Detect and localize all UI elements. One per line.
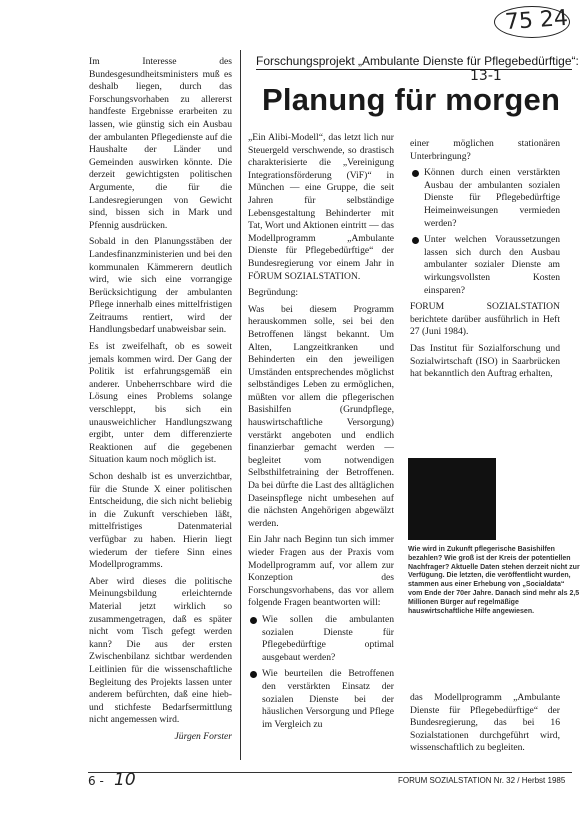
paragraph: Aber wird dieses die politische Meinungsbildung erleichternde Material jetzt wirklich so zusammengetragen, daß es später nicht vom Tisch gefegt werden kann? Die aus der ersten Zwischenbilanz sichtbar werdenden Leitlinien für die wissenschaftliche Begleitung des Projekts lassen unter anderem befürchten, daß eine hieb- und stichfeste Bedarfsermittlung nicht angemessen wird. (89, 575, 232, 726)
handwritten-title-mark: 13-1 (470, 68, 502, 84)
paragraph: Was bei diesem Programm herauskommen solle, sei bei den Betroffenen längst bekannt. Um Alten, Langzeitkranken und Behinderten ein den jeweiligen Umständen entsprechendes möglichst selbständiges Leben zu ermöglichen, müßten vor allem die pflegerischen Basishilfen (Grundpflege, hauswirtschaftliche Versorgung) verstärkt angeboten und endlich finanzierbar gemacht werden — begleitet vom notwendigen Selbsthilfetraining der Betroffenen. Da bei dürfte die Last des alltäglichen Daseinspflege nicht umbesehen auf die nächsten Angehörigen abgewälzt werden. (248, 303, 394, 529)
handwritten-page-number: 10 (114, 770, 136, 790)
column-1 (89, 56, 232, 747)
column-2 (248, 132, 394, 735)
photo-caption: Wie wird in Zukunft pflegerische Basishilfen bezahlen? Wie groß ist der Kreis der potentiellen Nachfrager? Aktuelle Daten stehen derzeit nicht zur Verfügung. Die letzten, die veröffentlicht wurden, stammen aus einer Erhebung von „Socialdata“ vom Ende der 70er Jahre. Danach sind mehr als 2,5 Millionen Bürger auf regelmäßige hauswirtschaftliche Hilfe angewiesen. (408, 546, 580, 615)
column-3-bottom (410, 692, 560, 759)
paragraph: Ein Jahr nach Beginn tun sich immer wieder Fragen aus der Praxis vom Modellprogramm auf, vor allem zur Konzeption des Forschungsvorhabens, das vor allem folgende Fragen beantworten will: (248, 534, 394, 609)
paragraph: Es ist zweifelhaft, ob es soweit jemals kommen wird. Der Gang der Politik ist erfahrungsgemäß ein anderer. Unbeherrschbare wird die Lösung eines Problems solange verschleppt, bis sich ein unausweichlicher Handlungszwang ergibt, unter dem differenzierte Reaktionen auf die gegebenen Situation kaum noch möglich ist. (89, 341, 232, 466)
paragraph: „Ein Alibi-Modell“, das letzt lich nur Steuergeld verschwende, so drastisch charakterisierte die „Vereinigung Integrationsförderung (ViF)“ in München — eine Gruppe, die seit Jahren für selbständige Lebensgestaltung Behinderter mit Tat, Wort und Aktionen eintritt — das Modellprogramm „Ambulante Dienste für Pflegebedürftige“ der Bundesregierung vor einem Jahr in FÖRUM SOZIALSTATION. (248, 132, 394, 282)
bullet-item: Wie sollen die ambulanten sozialen Dienste für Pflegebedürftige optimal ausgebaut werden? (248, 614, 394, 664)
paragraph: Sobald in den Planungsstäben der Landesfinanzministerien und bei den kommunalen Kämmerern deutlich wird, wie sich eine vorrangige Berücksichtigung der ambulanten Pflege innerhalb eines mittelfristigen Zeitraums rentiert, wird der Handlungsbedarf unabweisbar sein. (89, 236, 232, 336)
handwritten-circle (494, 6, 570, 38)
handwritten-page-prefix: 6 - (88, 774, 104, 788)
paragraph: das Modellprogramm „Ambulante Dienste für Pflegebedürftige“ der Bundesregierung, das bei 16 Sozialstationen durchgeführt wird, wissenschaftlich zu begleiten. (410, 692, 560, 754)
column-3 (410, 138, 560, 385)
paragraph: einer möglichen stationären Unterbringung? (410, 138, 560, 162)
footer-rule (88, 772, 572, 773)
bullet-item: Können durch einen verstärkten Ausbau der ambulanten sozialen Dienste für Pflegebedürftige Heimeinweisungen vermieden werden? (410, 167, 560, 230)
paragraph: FORUM SOZIALSTATION berichtete darüber ausführlich in Heft 27 (Juni 1984). (410, 301, 560, 338)
paragraph: Das Institut für Sozialforschung und Sozialwirtschaft (ISO) in Saarbrücken hat bekanntlich den Auftrag erhalten, (410, 342, 560, 380)
bullet-item: Wie beurteilen die Betroffenen den verstärkten Einsatz der sozialen Dienste bei der häuslichen Versorgung und Pflege im Vergleich zu (248, 668, 394, 731)
author-signature: Jürgen Forster (174, 730, 232, 742)
column-divider (240, 50, 241, 760)
article-title: Planung für morgen (262, 82, 561, 117)
photo (408, 458, 496, 540)
series-header: Forschungsprojekt „Ambulante Dienste für Pflegebedürftige“: (256, 54, 579, 68)
paragraph: Schon deshalb ist es unverzichtbar, für die Stunde X einer politischen Entscheidung, die sich nicht beliebig in die Zukunft verschieben läßt, mittelfristiges Datenmaterial verfügbar zu haben. Hierin liegt wiederum der tiefere Sinn eines Modellprogramms. (89, 471, 232, 571)
paragraph: Begründung: (248, 287, 299, 299)
bullet-item: Unter welchen Voraussetzungen lassen sich durch den Ausbau ambulanter sozialer Dienste am wirkungsvollsten Kosten einsparen? (410, 234, 560, 297)
paragraph: Im Interesse des Bundesgesundheitsministers muß es deshalb liegen, durch das Forschungsvorhaben zu allererst handfeste Ergebnisse erarbeiten zu lassen, wie günstig sich ein Ausbau der ambulanten Pflegedienste auf die Haushalte der Länder und Gemeinden auswirken könnte. Die derzeit gewichtigsten politischen Argumente, die für die Landesregierungen von Gewicht sind, bissen sich in Mark und Pfennig ausdrücken. (89, 56, 232, 231)
handwritten-archive-number: 75 24 (504, 5, 569, 36)
footer-publication: FORUM SOZIALSTATION Nr. 32 / Herbst 1985 (398, 776, 566, 785)
